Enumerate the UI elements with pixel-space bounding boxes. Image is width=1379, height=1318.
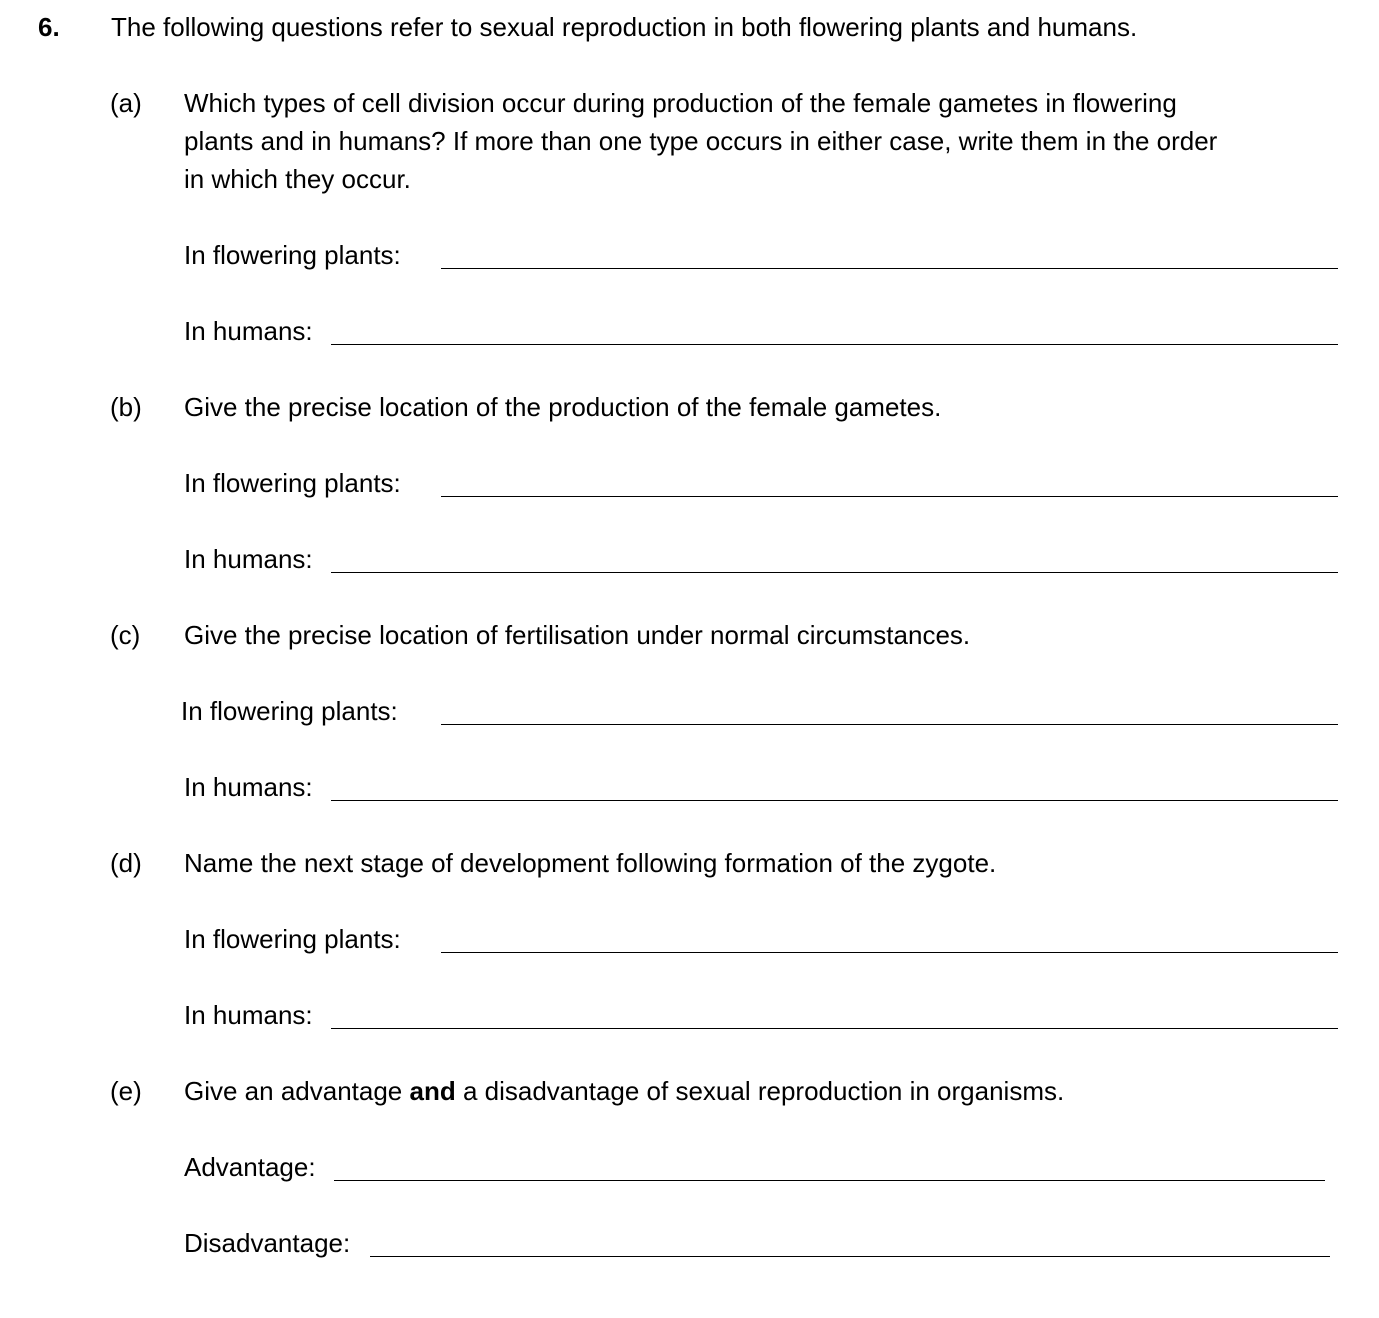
- part-b-plants-answer-line[interactable]: [441, 496, 1338, 497]
- part-e-disadvantage-answer-line[interactable]: [370, 1256, 1330, 1257]
- part-e-disadvantage-label: Disadvantage:: [184, 1228, 351, 1258]
- part-a-question-line-2: plants and in humans? If more than one type occurs in either case, write them in the order: [184, 126, 1218, 156]
- part-b-humans-label: In humans:: [184, 544, 313, 574]
- part-e-question-start: Give an advantage: [184, 1076, 410, 1106]
- part-c-plants-label: In flowering plants:: [181, 696, 398, 726]
- part-d-humans-label: In humans:: [184, 1000, 313, 1030]
- part-d-humans-answer-line[interactable]: [331, 1028, 1338, 1029]
- part-d-question: Name the next stage of development following formation of the zygote.: [184, 848, 997, 878]
- part-a-humans-answer-line[interactable]: [331, 344, 1338, 345]
- part-a-question-line-3: in which they occur.: [184, 164, 411, 194]
- part-a-label: (a): [110, 88, 142, 118]
- part-a-question-line-1: Which types of cell division occur during production of the female gametes in flowering: [184, 88, 1177, 118]
- part-a-plants-label: In flowering plants:: [184, 240, 401, 270]
- part-d-plants-label: In flowering plants:: [184, 924, 401, 954]
- part-c-humans-label: In humans:: [184, 772, 313, 802]
- part-a-humans-label: In humans:: [184, 316, 313, 346]
- part-c-question: Give the precise location of fertilisation under normal circumstances.: [184, 620, 971, 650]
- part-e-question-end: a disadvantage of sexual reproduction in organisms.: [455, 1076, 1065, 1106]
- part-e-label: (e): [110, 1076, 142, 1106]
- part-e-question: [184, 1076, 1064, 1107]
- part-c-humans-answer-line[interactable]: [331, 800, 1338, 801]
- part-b-label: (b): [110, 392, 142, 422]
- question-intro: The following questions refer to sexual reproduction in both flowering plants and humans.: [111, 12, 1138, 42]
- part-d-plants-answer-line[interactable]: [441, 952, 1338, 953]
- part-b-plants-label: In flowering plants:: [184, 468, 401, 498]
- question-number: 6.: [38, 12, 60, 42]
- part-e-advantage-answer-line[interactable]: [334, 1180, 1325, 1181]
- part-e-advantage-label: Advantage:: [184, 1152, 316, 1182]
- part-c-plants-answer-line[interactable]: [441, 724, 1338, 725]
- part-b-question: Give the precise location of the production of the female gametes.: [184, 392, 942, 422]
- part-a-plants-answer-line[interactable]: [441, 268, 1338, 269]
- part-d-label: (d): [110, 848, 142, 878]
- part-b-humans-answer-line[interactable]: [331, 572, 1338, 573]
- part-c-label: (c): [110, 620, 141, 650]
- part-e-question-bold: and: [409, 1076, 456, 1106]
